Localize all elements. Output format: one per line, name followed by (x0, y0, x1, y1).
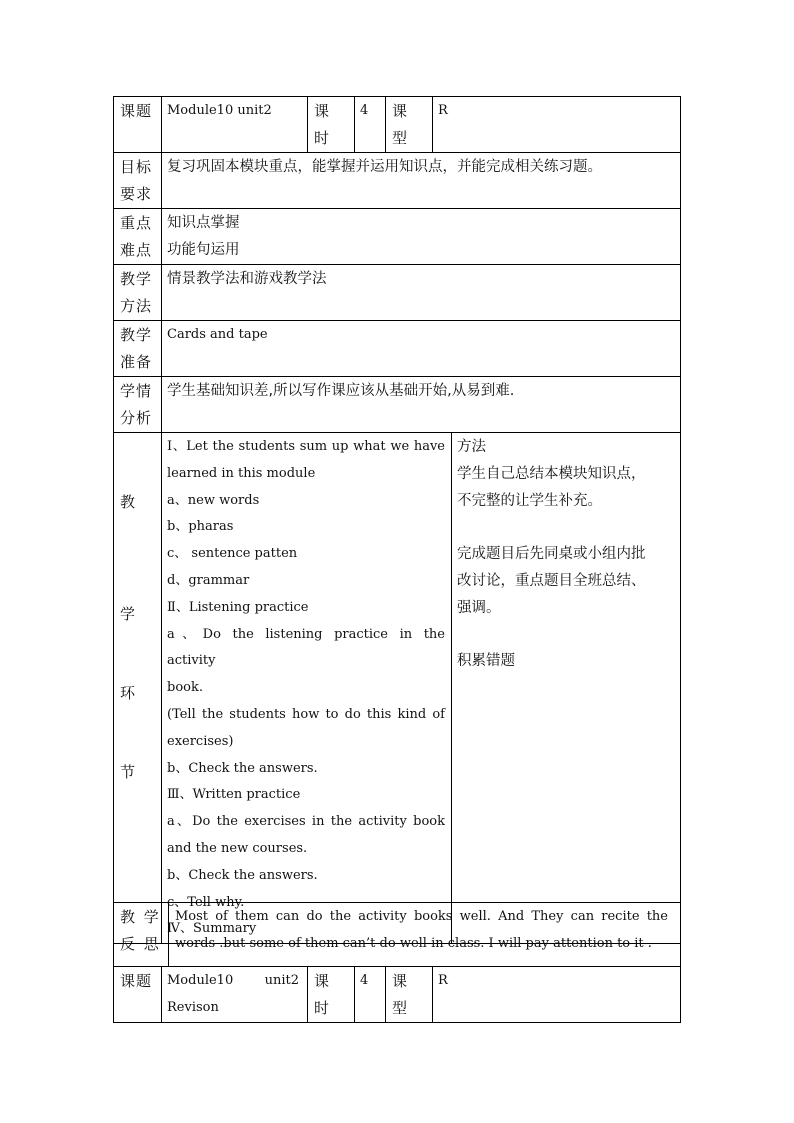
title-value: Module10 unit2 (162, 97, 308, 153)
key-label: 重点 难点 (114, 209, 162, 265)
method-row (114, 265, 681, 321)
lesson-plan-table-2 (113, 966, 681, 1023)
type-label-2: 课 型 (386, 967, 433, 1023)
goal-row (114, 153, 681, 209)
analysis-content: 学生基础知识差,所以写作课应该从基础开始,从易到难. (162, 377, 681, 433)
lesson-plan-table (113, 96, 681, 944)
header-row-2 (114, 967, 681, 1023)
title-label: 课题 (114, 97, 162, 153)
process-steps: Ⅰ、Let the students sum up what we have learned in this module a、new words b、pharas c、 sentence patten d、grammar Ⅱ、Listening practice a、Do the listening practice in the activity book. (Tell the students how to do this kind of exercises) b、Check the answers. Ⅲ、Written practice a、Do the exercises in the activity book and the new courses. b、Check the answers. c、Tell why. Ⅳ、Summary (162, 433, 452, 944)
type-label: 课 型 (386, 97, 433, 153)
process-label: 教 学 环 节 (114, 433, 162, 944)
prep-content: Cards and tape (162, 321, 681, 377)
process-notes: 方法 学生自己总结本模块知识点， 不完整的让学生补充。 完成题目后先同桌或小组内批 改讨论，重点题目全班总结、 强调。 积累错题 (452, 433, 681, 944)
analysis-row (114, 377, 681, 433)
reflection-label: 教 学 反 思 (114, 903, 169, 967)
goal-content: 复习巩固本模块重点，能掌握并运用知识点，并能完成相关练习题。 (162, 153, 681, 209)
key-row (114, 209, 681, 265)
period-value-2: 4 (355, 967, 386, 1023)
key-content: 知识点掌握 功能句运用 (162, 209, 681, 265)
process-row (114, 433, 681, 944)
period-label: 课 时 (308, 97, 355, 153)
reflection-table (113, 902, 681, 967)
header-row (114, 97, 681, 153)
reflection-row (114, 903, 681, 967)
period-value: 4 (355, 97, 386, 153)
type-value-2: R (433, 967, 681, 1023)
prep-row (114, 321, 681, 377)
title-value-2: Module10 unit2 Revison (162, 967, 308, 1023)
method-label: 教学 方法 (114, 265, 162, 321)
title-label-2: 课题 (114, 967, 162, 1023)
type-value: R (433, 97, 681, 153)
prep-label: 教学 准备 (114, 321, 162, 377)
goal-label: 目标 要求 (114, 153, 162, 209)
period-label-2: 课 时 (308, 967, 355, 1023)
method-content: 情景教学法和游戏教学法 (162, 265, 681, 321)
reflection-content: Most of them can do the activity books well. And They can recite the words .but some of them can’t do well in class. I will pay attention to it . (169, 903, 681, 967)
analysis-label: 学情 分析 (114, 377, 162, 433)
